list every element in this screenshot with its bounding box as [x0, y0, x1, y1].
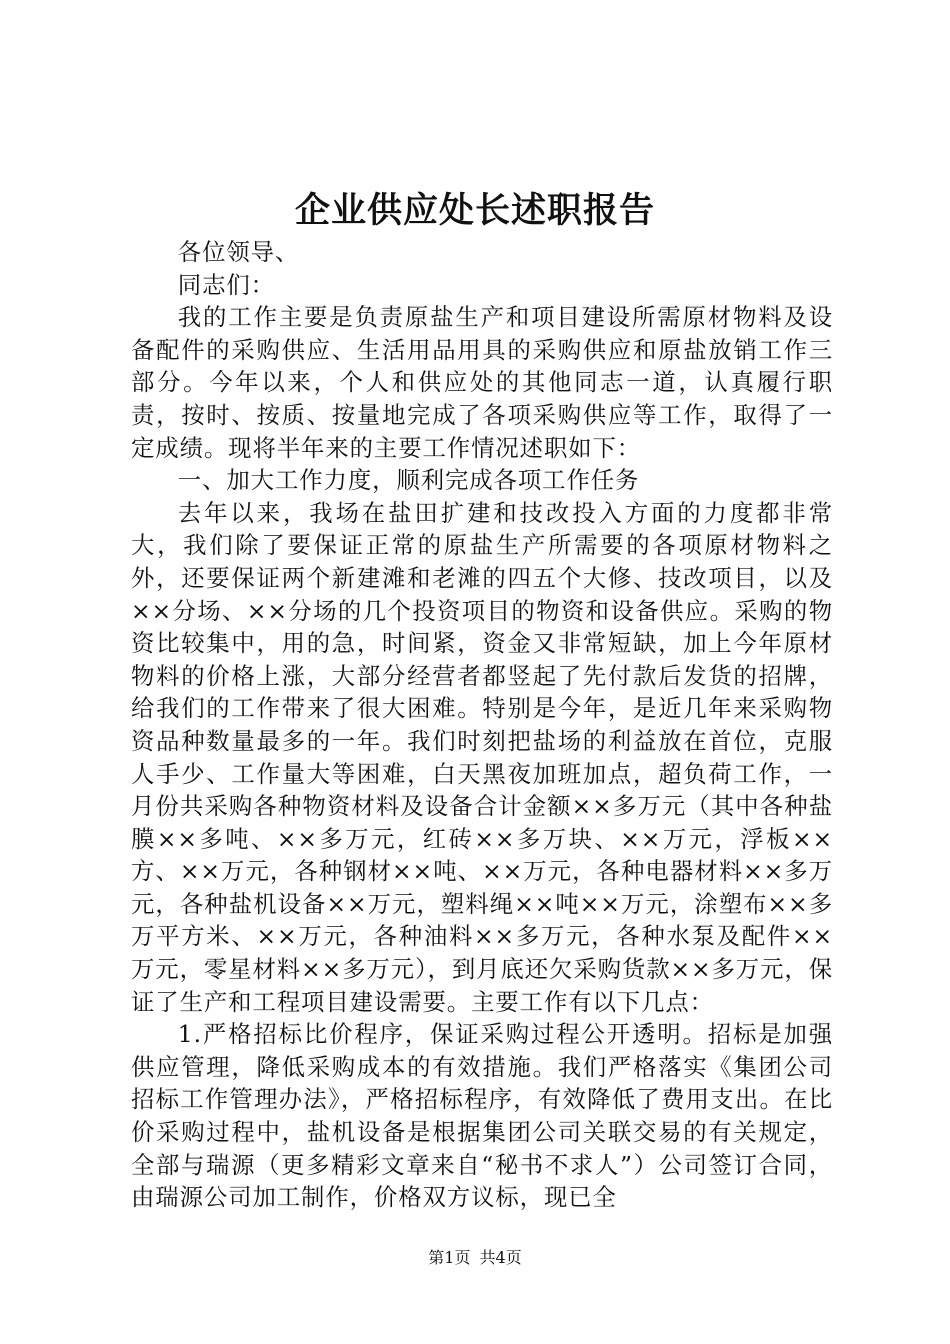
page-number: 第1页 [428, 1248, 471, 1267]
salutation-comrades: 同志们： [177, 270, 275, 299]
page-title: 企业供应处长述职报告 [294, 190, 655, 231]
intro-paragraph: 我的工作主要是负责原盐生产和项目建设所需原材物料及设备配件的采购供应、生活用品用具的采购供应和原盐放销工作三部分。今年以来，个人和供应处的其他同志一道，认真履行职责，按时、按质、按量地完成了各项采购供应等工作，取得了一定成绩。现将半年来的主要工作情况述职如下： [131, 303, 833, 462]
page-total: 共4页 [479, 1248, 522, 1267]
salutation-leaders: 各位领导、 [177, 238, 300, 266]
document-body [131, 236, 833, 1214]
section-heading: 一、加大工作力度，顺利完成各项工作任务 [177, 466, 640, 495]
body-paragraph: 1.严格招标比价程序，保证采购过程公开透明。招标是加强供应管理，降低采购成本的有效措施。我们严格落实《集团公司招标工作管理办法》，严格招标程序，有效降低了费用支出。在比价采购过程中，盐机设备是根据集团公司关联交易的有关规定，全部与瑞源（更多精彩文章来自“秘书不求人”）公司签订合同，由瑞源公司加工制作，价格双方议标，现已全 [131, 1020, 833, 1212]
body-paragraph: 去年以来，我场在盐田扩建和技改投入方面的力度都非常大，我们除了要保证正常的原盐生产所需要的各项原材物料之外，还要保证两个新建滩和老滩的四五个大修、技改项目，以及××分场、××分场的几个投资项目的物资和设备供应。采购的物资比较集中，用的急，时间紧，资金又非常短缺，加上今年原材物料的价格上涨，大部分经营者都竖起了先付款后发货的招牌，给我们的工作带来了很大困难。特别是今年，是近几年来采购物资品种数量最多的一年。我们时刻把盐场的利益放在首位，克服人手少、工作量大等困难，白天黑夜加班加点，超负荷工作，一月份共采购各种物资材料及设备合计金额××多万元（其中各种盐膜××多吨、××多万元，红砖××多万块、××万元，浮板××方、××万元，各种钢材××吨、××万元，各种电器材料××多万元，各种盐机设备××万元，塑料绳××吨××万元，涂塑布××多万平方米、××万元，各种油料××多万元，各种水泵及配件××万元，零星材料××多万元），到月底还欠采购货款××多万元，保证了生产和工程项目建设需要。主要工作有以下几点： [131, 498, 833, 1016]
page-footer [0, 1245, 950, 1268]
